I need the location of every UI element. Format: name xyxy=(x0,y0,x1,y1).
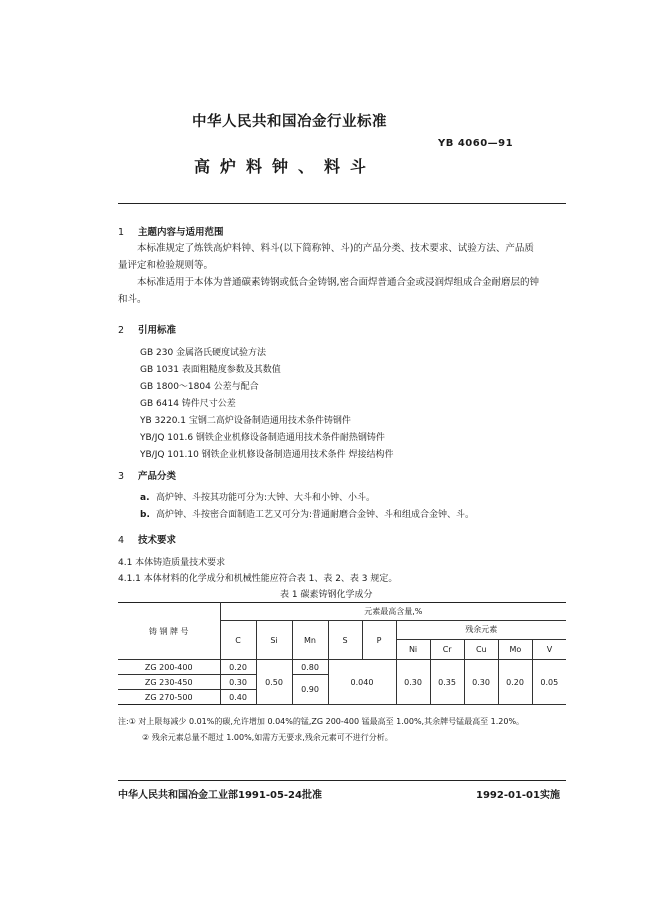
subsection-4-1: 4.1 本体铸造质量技术要求 xyxy=(118,558,226,568)
section-1-heading xyxy=(118,224,224,238)
section-title: 引用标准 xyxy=(138,325,177,336)
mn-cell: 0.80 xyxy=(292,660,328,675)
effective-date: 1992-01-01实施 xyxy=(476,790,560,801)
section-2-heading xyxy=(118,322,176,336)
header-s: S xyxy=(328,621,362,660)
header-mn: Mn xyxy=(292,621,328,660)
cu-cell: 0.30 xyxy=(464,660,498,705)
item-text: 高炉钟、斗按密合面制造工艺又可分为:普通耐磨合金钟、斗和组成合金钟、斗。 xyxy=(156,510,475,520)
grade-cell: ZG 230-450 xyxy=(118,675,220,690)
reference-item: YB 3220.1 宝钢二高炉设备制造通用技术条件铸钢件 xyxy=(140,416,351,426)
v-cell: 0.05 xyxy=(532,660,566,705)
header-p: P xyxy=(362,621,396,660)
table-note-1: 注:① 对上限每减少 0.01%的碳,允许增加 0.04%的锰,ZG 200-400 锰最高至 1.00%,其余牌号锰最高至 1.20%。 xyxy=(118,717,525,726)
section-1-para-2: 本标准适用于本体为普通碳素铸钢或低合金铸钢,密合面焊普通合金或浸润焊组成合金耐磨层的钟和斗。 xyxy=(118,277,540,305)
c-cell: 0.20 xyxy=(220,660,256,675)
reference-item: GB 230 金属洛氏硬度试验方法 xyxy=(140,348,267,358)
section-number: 2 xyxy=(118,325,125,336)
reference-item: GB 1800～1804 公差与配合 xyxy=(140,382,259,392)
grade-cell: ZG 270-500 xyxy=(118,690,220,705)
si-cell: 0.50 xyxy=(256,660,292,705)
section-4-heading xyxy=(118,532,176,546)
table-note-2: ② 残余元素总量不超过 1.00%,如需方无要求,残余元素可不进行分析。 xyxy=(142,733,393,742)
table-1 xyxy=(118,602,566,705)
c-cell: 0.30 xyxy=(220,675,256,690)
item-mark: b. xyxy=(140,510,150,520)
cr-cell: 0.35 xyxy=(430,660,464,705)
section-title: 技术要求 xyxy=(138,535,177,546)
header-si: Si xyxy=(256,621,292,660)
item-mark: a. xyxy=(140,493,150,503)
reference-item: YB/JQ 101.6 钢铁企业机修设备制造通用技术条件耐热钢铸件 xyxy=(140,433,385,443)
section-title: 产品分类 xyxy=(138,471,177,482)
classification-item-b xyxy=(140,507,474,520)
header-residual-cols xyxy=(397,640,567,659)
reference-item: GB 6414 铸件尺寸公差 xyxy=(140,399,236,409)
classification-item-a xyxy=(140,490,375,503)
footer-rule xyxy=(118,780,566,781)
ni-cell: 0.30 xyxy=(396,660,430,705)
header-max-content: 元素最高含量,% xyxy=(220,603,566,621)
subsection-4-1-1: 4.1.1 本体材料的化学成分和机械性能应符合表 1、表 2、表 3 规定。 xyxy=(118,574,398,584)
section-3-heading xyxy=(118,468,176,482)
s-p-cell: 0.040 xyxy=(328,660,396,705)
standard-code: YB 4060—91 xyxy=(438,138,514,149)
header-cr: Cr xyxy=(431,640,465,659)
mn-cell: 0.90 xyxy=(292,675,328,705)
section-title: 主题内容与适用范围 xyxy=(138,227,224,238)
standard-org: 中华人民共和国冶金行业标准 xyxy=(192,114,387,130)
header-rule xyxy=(118,203,566,204)
section-number: 1 xyxy=(118,227,125,238)
reference-item: GB 1031 表面粗糙度参数及其数值 xyxy=(140,365,281,375)
section-number: 3 xyxy=(118,471,125,482)
section-number: 4 xyxy=(118,535,125,546)
grade-cell: ZG 200-400 xyxy=(118,660,220,675)
header-mo: Mo xyxy=(499,640,533,659)
reference-item: YB/JQ 101.10 钢铁企业机修设备制造通用技术条件 焊接结构件 xyxy=(140,450,394,460)
section-1-para-1: 本标准规定了炼铁高炉料钟、料斗(以下简称钟、斗)的产品分类、技术要求、试验方法、产品质量评定和检验规则等。 xyxy=(118,243,534,271)
c-cell: 0.40 xyxy=(220,690,256,705)
header-v: V xyxy=(546,645,553,654)
table-row xyxy=(118,660,566,675)
header-grade: 铸 钢 牌 号 xyxy=(118,603,220,660)
header-residual: 残余元素 xyxy=(397,621,567,640)
table-1-caption: 表 1 碳素铸钢化学成分 xyxy=(280,590,373,600)
header-ni: Ni xyxy=(397,640,431,659)
header-residual-group xyxy=(396,621,566,660)
header-c: C xyxy=(220,621,256,660)
header-cu: Cu xyxy=(465,640,499,659)
document-title: 高炉料钟、料斗 xyxy=(194,157,377,176)
approval-line: 中华人民共和国冶金工业部1991-05-24批准 xyxy=(118,790,322,801)
item-text: 高炉钟、斗按其功能可分为:大钟、大斗和小钟、小斗。 xyxy=(156,493,376,503)
mo-cell: 0.20 xyxy=(498,660,532,705)
